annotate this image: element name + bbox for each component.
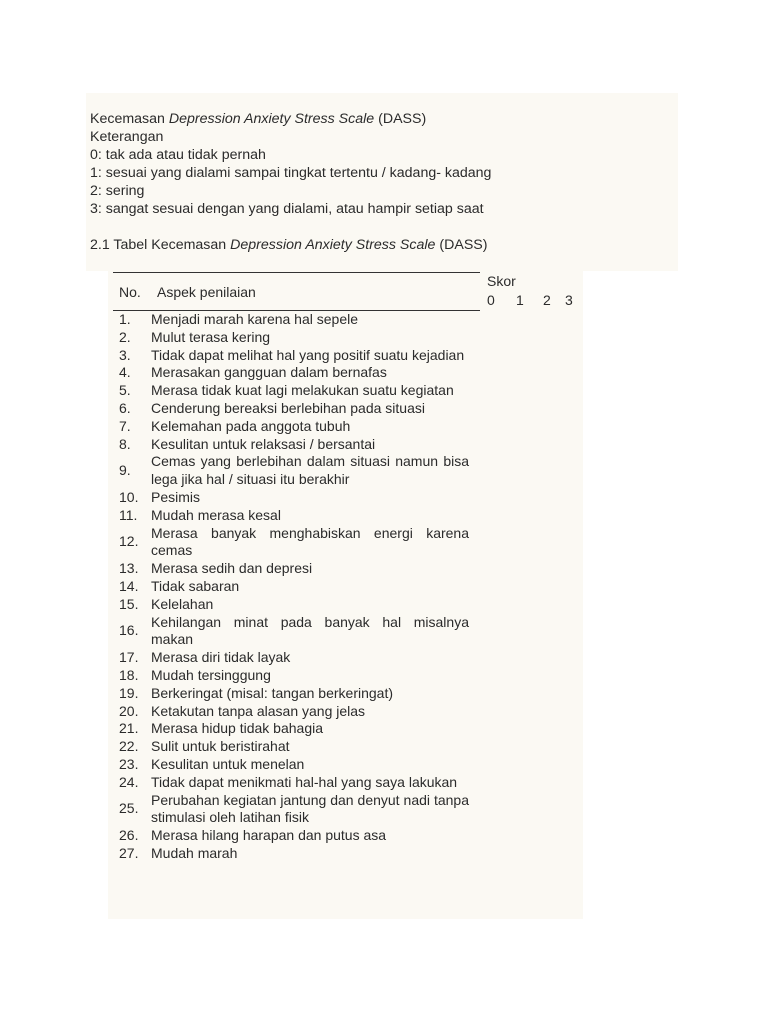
row-number: 21. <box>119 720 139 737</box>
row-number: 1. <box>119 311 131 327</box>
row-aspect-text: Merasa diri tidak layak <box>151 649 291 666</box>
row-number: 12. <box>119 533 139 550</box>
row-number: 9. <box>119 462 131 479</box>
table-row <box>113 667 583 685</box>
row-number: 16. <box>119 622 139 639</box>
row-aspect-text: Mudah tersinggung <box>151 666 271 683</box>
table-row <box>113 364 583 382</box>
row-aspect-text: Sulit untuk beristirahat <box>151 738 290 755</box>
table-row <box>113 560 583 578</box>
document-title: Kecemasan Depression Anxiety Stress Scale (DASS) <box>90 111 427 127</box>
row-number: 25. <box>119 800 139 817</box>
row-aspect-text: Kesulitan untuk relaksasi / bersantai <box>151 435 376 452</box>
table-row <box>113 329 583 347</box>
row-aspect-text: Pesimis <box>151 488 201 505</box>
row-number: 17. <box>119 649 139 666</box>
table-row <box>113 685 583 703</box>
row-number: 7. <box>119 417 131 434</box>
row-number: 8. <box>119 435 131 452</box>
row-number: 23. <box>119 755 139 772</box>
legend-item: 0: tak ada atau tidak pernah <box>90 147 266 163</box>
row-number: 2. <box>119 328 131 345</box>
row-number: 15. <box>119 595 139 612</box>
row-aspect-text: Kesulitan untuk menelan <box>151 755 305 772</box>
row-aspect-text: Kelelahan <box>151 595 214 612</box>
table-row <box>113 400 583 418</box>
row-aspect-text: Merasa sedih dan depresi <box>151 560 313 577</box>
table-title: 2.1 Tabel Kecemasan Depression Anxiety Stress Scale (DASS) <box>90 237 488 253</box>
table-row <box>113 453 583 489</box>
row-number: 13. <box>119 560 139 577</box>
score-column-0: 0 <box>487 292 495 308</box>
row-aspect-text: Merasakan gangguan dalam bernafas <box>151 364 387 381</box>
table-row <box>113 525 583 561</box>
row-aspect-text: Merasa hilang harapan dan putus asa <box>151 827 387 844</box>
row-aspect-text: Mulut terasa kering <box>151 328 271 345</box>
row-aspect-text: Mudah marah <box>151 844 238 861</box>
legend-item: 1: sesuai yang dialami sampai tingkat tertentu / kadang- kadang <box>90 165 492 181</box>
table-row <box>113 827 583 845</box>
table-row <box>113 418 583 436</box>
row-aspect-text: Kehilangan minat pada banyak hal misalnya makan <box>151 613 469 648</box>
row-number: 5. <box>119 382 131 399</box>
column-header-aspek: Aspek penilaian <box>157 284 256 300</box>
row-number: 18. <box>119 666 139 683</box>
table-row <box>113 756 583 774</box>
legend-item: 3: sangat sesuai dengan yang dialami, atau hampir setiap saat <box>90 201 484 217</box>
score-column-2: 2 <box>543 292 551 308</box>
row-number: 22. <box>119 738 139 755</box>
score-column-1: 1 <box>516 292 524 308</box>
keterangan-label: Keterangan <box>90 129 164 145</box>
row-number: 3. <box>119 346 131 363</box>
row-aspect-text: Berkeringat (misal: tangan berkeringat) <box>151 684 394 701</box>
score-column-3: 3 <box>565 292 573 308</box>
table-row <box>113 720 583 738</box>
row-aspect-text: Perubahan kegiatan jantung dan denyut nadi tanpa stimulasi oleh latihan fisik <box>151 791 469 826</box>
table-row <box>113 792 583 828</box>
table-row <box>113 614 583 650</box>
row-aspect-text: Tidak dapat menikmati hal-hal yang saya lakukan <box>151 773 458 790</box>
table-row <box>113 507 583 525</box>
table-row <box>113 311 583 329</box>
row-aspect-text: Ketakutan tanpa alasan yang jelas <box>151 702 366 719</box>
row-number: 26. <box>119 827 139 844</box>
row-aspect-text: Cemas yang berlebihan dalam situasi namun bisa lega jika hal / situasi itu berakhir <box>151 453 469 488</box>
table-row <box>113 382 583 400</box>
row-number: 19. <box>119 684 139 701</box>
row-aspect-text: Merasa tidak kuat lagi melakukan suatu kegiatan <box>151 382 454 399</box>
row-number: 27. <box>119 844 139 861</box>
row-number: 10. <box>119 488 139 505</box>
table-row <box>113 845 583 863</box>
table-row <box>113 774 583 792</box>
row-aspect-text: Cenderung bereaksi berlebihan pada situasi <box>151 399 425 416</box>
table-row <box>113 489 583 507</box>
row-aspect-text: Tidak dapat melihat hal yang positif suatu kejadian <box>151 346 465 363</box>
row-aspect-text: Menjadi marah karena hal sepele <box>151 311 359 327</box>
table-row <box>113 578 583 596</box>
row-number: 20. <box>119 702 139 719</box>
legend-item: 2: sering <box>90 183 145 199</box>
table-row <box>113 596 583 614</box>
header-section <box>90 110 680 254</box>
table-body <box>113 311 583 863</box>
row-number: 4. <box>119 364 131 381</box>
table-row <box>113 347 583 365</box>
row-aspect-text: Mudah merasa kesal <box>151 506 281 523</box>
row-number: 6. <box>119 399 131 416</box>
row-aspect-text: Kelemahan pada anggota tubuh <box>151 417 351 434</box>
row-number: 11. <box>119 506 138 523</box>
row-number: 14. <box>119 577 139 594</box>
table-row <box>113 436 583 454</box>
table-row <box>113 738 583 756</box>
row-aspect-text: Merasa hidup tidak bahagia <box>151 720 324 737</box>
column-header-skor: Skor <box>487 273 516 289</box>
row-aspect-text: Merasa banyak menghabiskan energi karena cemas <box>151 524 469 559</box>
table-row <box>113 703 583 721</box>
row-number: 24. <box>119 773 139 790</box>
row-aspect-text: Tidak sabaran <box>151 577 240 594</box>
table-row <box>113 649 583 667</box>
table-top-rule <box>113 272 480 273</box>
column-header-no: No. <box>119 284 141 300</box>
